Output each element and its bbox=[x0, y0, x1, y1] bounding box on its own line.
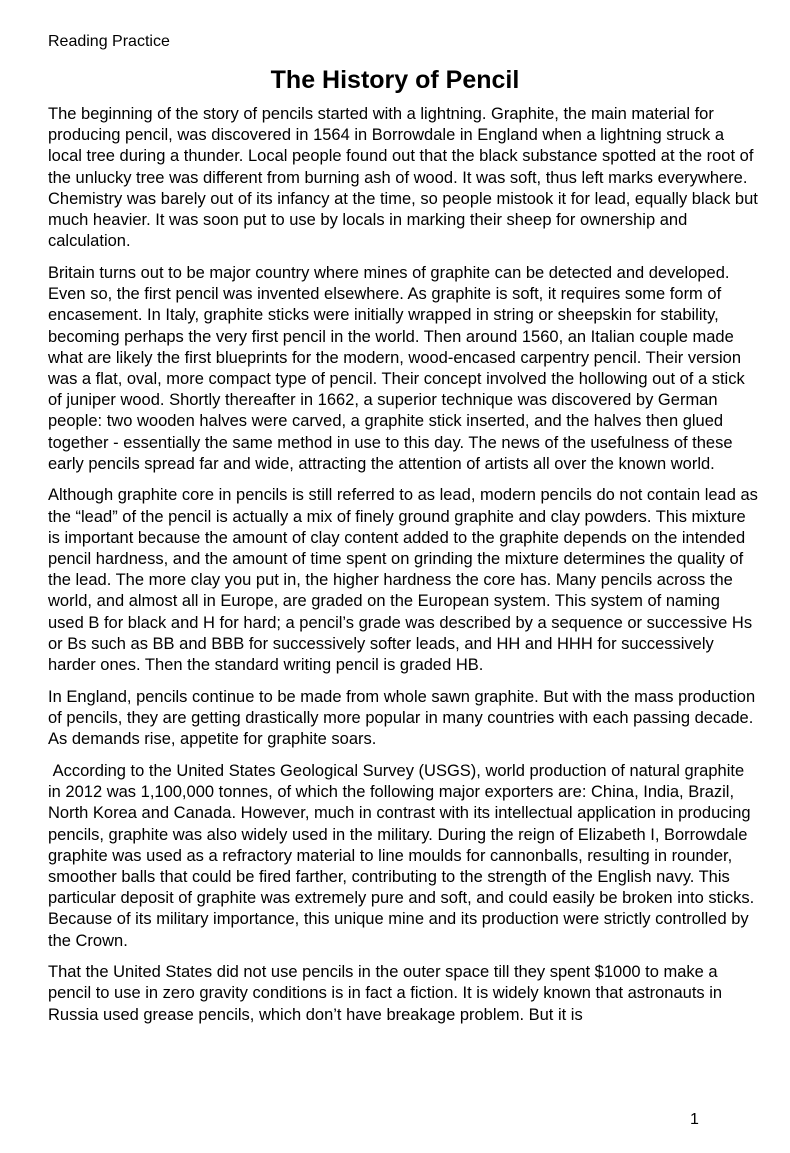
paragraph: The beginning of the story of pencils started with a lightning. Graphite, the main material for producing pencil, was discovered in 1564 in Borrowdale in England when a lightning struck a local tree during a thunder. Local people found out that the black substance spotted at the root of the unlucky tree was different from burning ash of wood. It was soft, thus left marks everywhere. Chemistry was barely out of its infancy at the time, so people mistook it for lead, equally black but much heavier. It was soon put to use by locals in marking their sheep for ownership and calculation. bbox=[48, 105, 763, 251]
header-label: Reading Practice bbox=[48, 33, 170, 50]
paragraph: That the United States did not use pencils in the outer space till they spent $1000 to make a pencil to use in zero gravity conditions is in fact a fiction. It is widely known that astronauts in Russia used grease pencils, which don’t have breakage problem. But it is bbox=[48, 963, 727, 1024]
page-number: 1 bbox=[690, 1111, 699, 1128]
article-body bbox=[48, 104, 763, 1036]
page-title: The History of Pencil bbox=[270, 66, 520, 94]
paragraph: In England, pencils continue to be made from whole sawn graphite. But with the mass production of pencils, they are getting drastically more popular in many countries with each passing decade. As demands rise, appetite for graphite soars. bbox=[48, 687, 760, 749]
paragraph: Although graphite core in pencils is still referred to as lead, modern pencils do not contain lead as the “lead” of the pencil is actually a mix of finely ground graphite and clay powders. This mixture is important because the amount of clay content added to the graphite depends on the intended pencil hardness, and the amount of time spent on grinding the mixture determines the quality of the lead. The more clay you put in, the higher hardness the core has. Many pencils across the world, and almost all in Europe, are graded on the European system. This system of naming used B for black and H for hard; a pencil’s grade was described by a sequence or successive Hs or Bs such as BB and BBB for successively softer leads, and HH and HHH for successively harder ones. Then the standard writing pencil is graded HB. bbox=[48, 486, 763, 675]
paragraph: Britain turns out to be major country where mines of graphite can be detected and developed. Even so, the first pencil was invented elsewhere. As graphite is soft, it requires some form of encasement. In Italy, graphite sticks were initially wrapped in string or sheepskin for stability, becoming perhaps the very first pencil in the world. Then around 1560, an Italian couple made what are likely the first blueprints for the modern, wood-encased carpentry pencil. Their version was a flat, oval, more compact type of pencil. Their concept involved the hollowing out of a stick of juniper wood. Shortly thereafter in 1662, a superior technique was discovered by German people: two wooden halves were carved, a graphite stick inserted, and the halves then glued together - essentially the same method in use to this day. The news of the usefulness of these early pencils spread far and wide, attracting the attention of artists all over the known world. bbox=[48, 263, 750, 473]
paragraph: According to the United States Geological Survey (USGS), world production of natural graphite in 2012 was 1,100,000 tonnes, of which the following major exporters are: China, India, Brazil, North Korea and Canada. However, much in contrast with its intellectual application in producing pencils, graphite was also widely used in the military. During the reign of Elizabeth I, Borrowdale graphite was used as a refractory material to line moulds for cannonballs, resulting in rounder, smoother balls that could be fired farther, contributing to the strength of the English navy. This particular deposit of graphite was extremely pure and soft, and could easily be broken into sticks. Because of its military importance, this unique mine and its production were strictly controlled by the Crown. bbox=[48, 761, 759, 950]
